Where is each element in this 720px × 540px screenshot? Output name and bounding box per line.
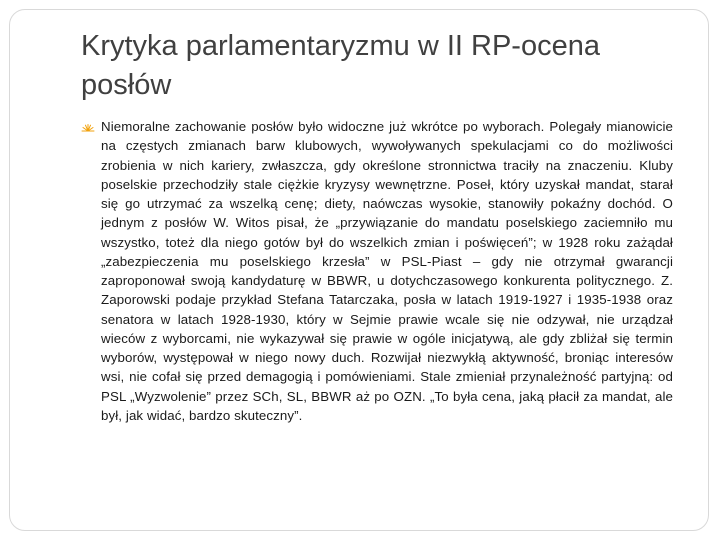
content-area — [81, 117, 673, 425]
slide-title: Krytyka parlamentaryzmu w II RP-ocena posłów — [81, 30, 600, 101]
sunburst-bullet-icon — [81, 124, 95, 132]
body-paragraph: Niemoralne zachowanie posłów było widoczne już wkrótce po wyborach. Polegały mianowicie na częstych zmianach barw klubowych, wywoływanych spekulacjami co do możliwości zrobienia w nich kariery, zwłaszcza, gdy określone stronnictwa traciły na znaczeniu. Kluby poselskie przechodziły stale ciężkie kryzysy wewnętrzne. Poseł, który uzyskał mandat, starał się go utrzymać za wszelką cenę; diety, naówczas wysokie, stanowiły pokaźny dochód. O jednym z posłów W. Witos pisał, że „przywiązanie do mandatu poselskiego zaciemniło mu wszystko, toteż dla niego gotów był do wszelkich zmian i poświęceń”; w 1928 roku zażądał „zabezpieczenia mu poselskiego krzesła” w PSL-Piast – gdy nie otrzymał gwarancji zaproponował swoją kandydaturę w BBWR, u dotychczasowego konkurenta politycznego. Z. Zaporowski podaje przykład Stefana Tatarczaka, posła w latach 1919-1927 i 1935-1938 oraz senatora w latach 1928-1930, który w Sejmie prawie wcale się nie odzywał, nie urządzał wieców z wyborcami, nie wykazywał się prawie w ogóle inicjatywą, ale gdy zbliżał się termin wyborów, występował w niego nowy duch. Rozwijał niezwykłą aktywność, broniąc interesów wsi, nie cofał się przed demagogią i pomówieniami. Stale zmieniał przynależność partyjną: od PSL „Wyzwolenie” przez SCh, SL, BBWR aż po OZN. „To była cena, jaką płacił za mandat, ale był, jak widać, bardzo skuteczny”. — [101, 119, 673, 423]
